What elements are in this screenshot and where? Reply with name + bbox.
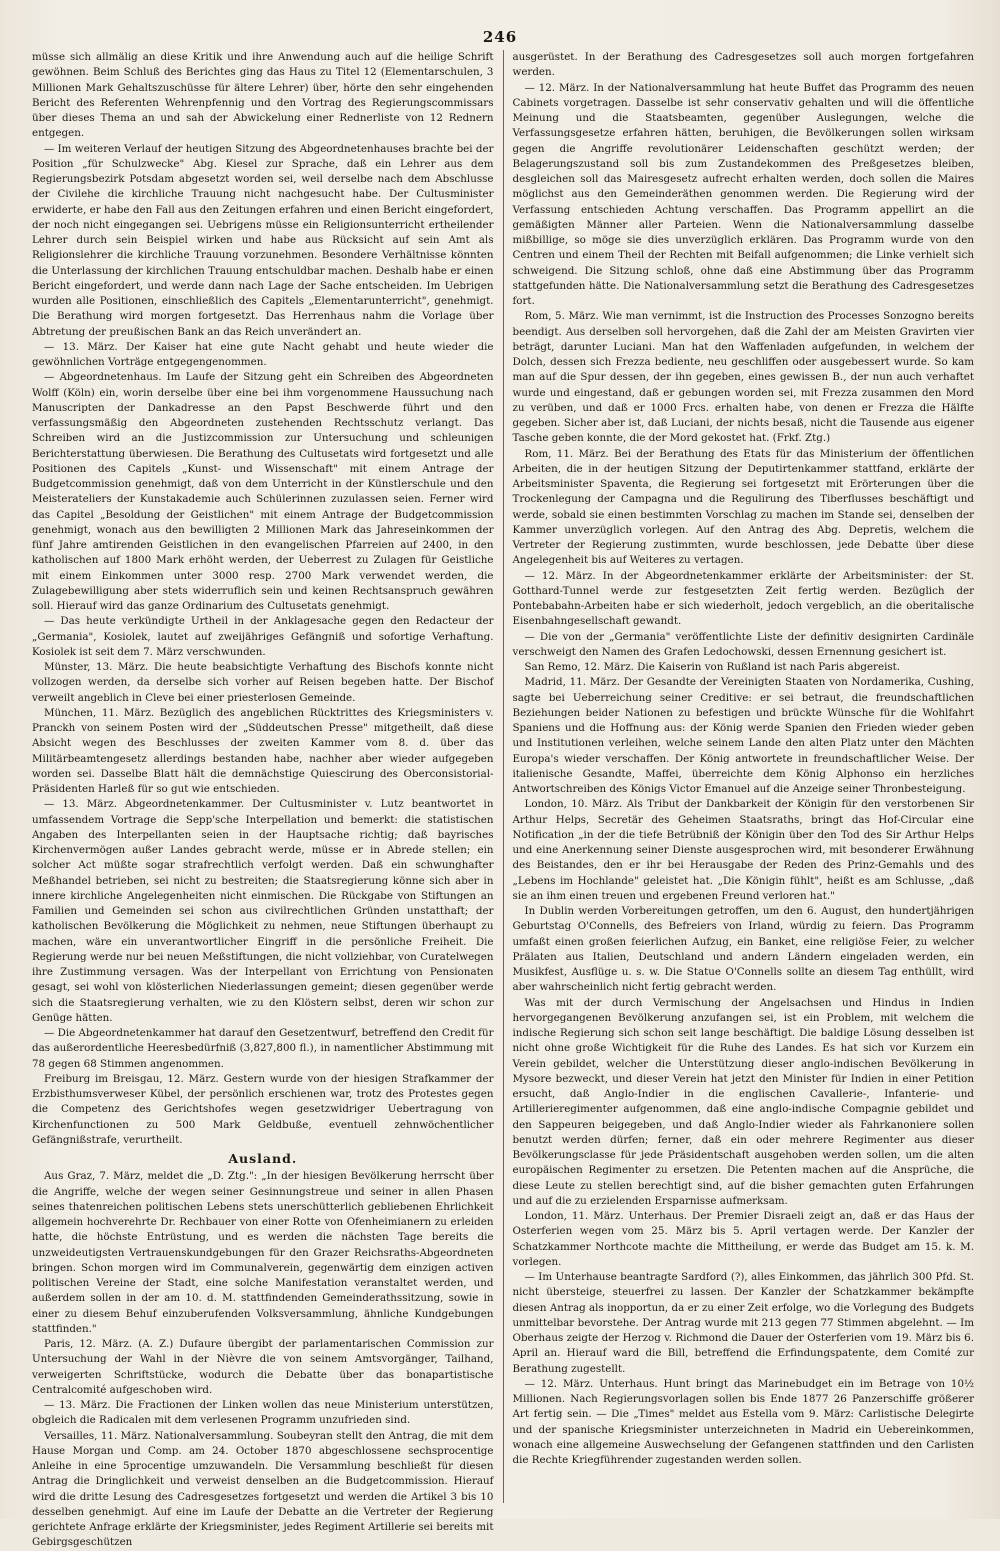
article-paragraph: — Die Abgeordnetenkammer hat darauf den Gesetzentwurf, betreffend den Credit für das außerordentliche Heeresbedürfniß (3,827,800 fl.), in namentlicher Abstimmung mit 78 gegen 68 Stimmen angenommen. <box>32 1027 494 1070</box>
article-paragraph: In Dublin werden Vorbereitungen getroffen, um den 6. August, den hundertjährigen Geburtstag O'Connells, des Befreiers von Irland, würdig zu feiern. Das Programm umfaßt einen großen feierlichen Aufzug, ein Banket, eine religiöse Feier, zu welcher Prälaten aus Italien, Deutschland und andern Ländern eingeladen werden, ein Musikfest, Ausflüge u. s. w. Die Statue O'Connells sollte an diesem Tag enthüllt, wird aber wahrscheinlich nicht fertig gebracht werden. <box>512 905 974 994</box>
article-paragraph: Paris, 12. März. (A. Z.) Dufaure übergibt der parlamentarischen Commission zur Untersuchung der Wahl in der Nièvre die von seinem Amtsvorgänger, Tailhand, verweigerten Schriftstücke, wodurch die Debatte über das bonapartistische Centralcomité aufgeschoben wird. <box>32 1338 494 1396</box>
article-paragraph: — 12. März. Unterhaus. Hunt bringt das Marinebudget ein im Betrage von 10½ Millionen. Nach Regierungsvorlagen sollen bis Ende 1877 26 Panzerschiffe größerer Art fertig sein. — Die „Times" meldet aus Estella vom 9. März: Carlistische Delegirte und der spanische Kriegsminister unterzeichneten in Madrid ein Uebereinkommen, wonach eine allgemeine Auswechselung der Gefangenen stattfinden und den Carlisten die Rechte Kriegführender zugestanden werden sollen. <box>512 1377 974 1466</box>
section-heading-abroad: Ausland. <box>228 1151 298 1166</box>
article-paragraph: — Die von der „Germania" veröffentlichte Liste der definitiv designirten Cardinäle verschweigt den Namen des Grafen Ledochowski, dessen Ernennung gesichert ist. <box>512 630 974 658</box>
article-paragraph: — Im weiteren Verlauf der heutigen Sitzung des Abgeordnetenhauses brachte bei der Position „für Schulzwecke" Abg. Kiesel zur Sprache, daß ein Lehrer aus dem Regierungsbezirk Potsdam abgesetzt worden sei, weil derselbe nach dem Abschlusse der Civilehe die kirchliche Trauung nicht nachgesucht habe. Der Cultusminister erwiderte, er habe den Fall aus den Zeitungen erfahren und einen Bericht eingefordert, der noch nicht eingegangen sei. Uebrigens müsse ein Religionsunterricht ertheilender Lehrer durch sein Beispiel wirken und habe aus Rücksicht auf sein Amt als Religionslehrer die kirchliche Trauung vorzunehmen. Besondere Verhältnisse könnten die Unterlassung der kirchlichen Trauung entschuldbar machen. Deshalb habe er einen Bericht eingefordert, und werde dann nach Lage der Sache entscheiden. Im Uebrigen wurden alle Positionen, einschließlich des Capitels „Elementarunterricht", genehmigt. Die Berathung wird morgen fortgesetzt. Das Herrenhaus nahm die Vorlage über Abtretung der preußischen Bank an das Reich unverändert an. <box>32 142 494 338</box>
right-column <box>513 50 975 1503</box>
article-paragraph: Freiburg im Breisgau, 12. März. Gestern wurde von der hiesigen Strafkammer der Erzbisthumsverweser Kübel, der persönlich erschienen war, trotz des Protestes gegen die Competenz des Gerichtshofes wegen gesetzwidriger Uebertragung von Kirchenfunctionen zu 500 Mark Geldbuße, eventuell zehnwöchentlicher Gefängnißstrafe, verurtheilt. <box>32 1072 494 1146</box>
article-paragraph: London, 10. März. Als Tribut der Dankbarkeit der Königin für den verstorbenen Sir Arthur Helps, Secretär des Geheimen Staatsraths, bringt das Hof-Circular eine Notification „in der die tiefe Betrübniß der Königin über den Tod des Sir Arthur Helps und eine Anerkennung seiner Dienste ausgesprochen wird, mit besonderer Erwähnung des Beistandes, den er ihr bei Herausgabe der Reden des Prinz-Gemahls und des „Lebens im Hochlande" geleistet hat. „Die Königin fühlt", heißt es am Schlusse, „daß sie an ihm einen treuen und ergebenen Freund verloren hat." <box>512 798 974 902</box>
article-columns <box>32 50 974 1549</box>
article-paragraph: — 13. März. Abgeordnetenkammer. Der Cultusminister v. Lutz beantwortet in umfassendem Vortrage die Sepp'sche Interpellation und bemerkt: die statistischen Angaben des Interpellanten seien in der Hauptsache richtig; daß bayrisches Kirchenvermögen außer Landes gebracht werde, müsse er in Abrede stellen; ein solcher Act müßte sogar strafrechtlich verfolgt werden. Daß ein schwunghafter Meßhandel betrieben, sei nicht zu bestreiten; die Staatsregierung könne sich aber in innere kirchliche Angelegenheiten nicht einmischen. Die Rückgabe von Stiftungen an Familien und Gemeinden sei schon aus civilrechtlichen Gründen unstatthaft; der katholischen Bevölkerung die Möglichkeit zu nehmen, neue Stiftungen überhaupt zu machen, wäre ein unverantwortlicher Eingriff in die persönliche Freiheit. Die Regierung werde nur bei neuen Meßstiftungen, die nicht vollziehbar, von Curatelwegen ihre Zustimmung versagen. Was der Interpellant von Errichtung von Pensionaten gesagt, sei wohl von klösterlichen Niederlassungen gemeint; diesen gegenüber werde sich die Staatsregierung verhalten, wie zu den Klöstern selbst, deren wir schon zur Genüge hätten. <box>32 798 494 1024</box>
article-paragraph: Was mit der durch Vermischung der Angelsachsen und Hindus in Indien hervorgegangenen Bevölkerung anzufangen sei, ist ein Problem, mit welchem die indische Regierung sich schon seit lange beschäftigt. Die baldige Lösung desselben ist nicht ohne große Wichtigkeit für die Ruhe des Landes. Es hat sich vor Kurzem ein Verein gebildet, welcher die Unterstützung dieser anglo-indischen Bevölkerung in Mysore bezweckt, und dieser Verein hat jetzt den Minister für Indien in einer Petition ersucht, daß Anglo-Indier in die englischen Cavallerie-, Infanterie- und Artillerieregimenter aufgenommen, daß eine anglo-indische Compagnie gebildet und den Sappeuren beigegeben, und daß Anglo-Indier wieder als Fahrkanoniere sollen benutzt werden dürfen; ferner, daß ein oder mehrere Regimenter aus dieser Bevölkerungsclasse für jede Präsidentschaft ausgehoben werden sollen, um die alten europäischen Regimenter zu ersetzen. Die Petenten machen auf die Ansprüche, die diese Leute zu stellen berechtigt sind, auf die bisher gemachten guten Erfahrungen und auf die zu erzielenden Ersparnisse aufmerksam. <box>512 996 974 1207</box>
article-paragraph: London, 11. März. Unterhaus. Der Premier Disraeli zeigt an, daß er das Haus der Osterferien wegen vom 25. März bis 5. April vertagen werde. Der Kanzler der Schatzkammer Northcote machte die Mittheilung, er werde das Budget am 15. k. M. vorlegen. <box>512 1210 974 1268</box>
article-paragraph: Madrid, 11. März. Der Gesandte der Vereinigten Staaten von Nordamerika, Cushing, sagte bei Ueberreichung seiner Creditive: er sei betraut, die freundschaftlichen Beziehungen beider Nationen zu befestigen und brückte Wünsche für die Wohlfahrt Spaniens und die Hoffnung aus: der König werde Spanien den Frieden wieder geben und Institutionen verleihen, welche seinem Lande den alten Platz unter den Mächten Europa's wieder verschaffen. Der König antwortete in freundschaftlicher Weise. Der italienische Gesandte, Maffei, überreichte dem König Alphonso ein herzliches Antwortschreiben des Königs Victor Emanuel auf die Anzeige seiner Thronbesteigung. <box>512 676 974 795</box>
article-paragraph: — Das heute verkündigte Urtheil in der Anklagesache gegen den Redacteur der „Germania", Kosiolek, lautet auf zweijähriges Gefängniß und sofortige Verhaftung. Kosiolek ist seit dem 7. März verschwunden. <box>32 615 494 658</box>
article-paragraph: Münster, 13. März. Die heute beabsichtigte Verhaftung des Bischofs konnte nicht vollzogen werden, da derselbe sich vorher auf Reisen begeben hatte. Der Bischof verweilt angeblich in Cleve bei einer priesterlosen Gemeinde. <box>32 661 494 704</box>
article-paragraph: müsse sich allmälig an diese Kritik und ihre Anwendung auch auf die heilige Schrift gewöhnen. Beim Schluß des Berichtes ging das Haus zu Titel 12 (Elementarschulen, 3 Millionen Mark Gehaltszuschüsse für ältere Lehrer) über, hörte den sehr eingehenden Bericht des Referenten Wehrenpfennig und den Vortrag des Regierungscommissars über dieses Thema an und sah der Abwickelung einer Rednerliste von 12 Rednern entgegen. <box>32 51 494 140</box>
article-paragraph: — 12. März. In der Nationalversammlung hat heute Buffet das Programm des neuen Cabinets vorgetragen. Dasselbe ist sehr conservativ gehalten und will die öffentliche Meinung und die Staatsbeamten, gegenüber Auslegungen, welche die Verfassungsgesetze erfahren hätten, beruhigen, die Bevölkerungen sollen wirksam gegen die Angriffe revolutionärer Leidenschaften geschützt werden; der Belagerungszustand soll bis zum Zustandekommen des Preßgesetzes bleiben, desgleichen soll das Mairesgesetz aufrecht erhalten werden, doch sollen die Maires möglichst aus den Gemeinderäthen genommen werden. Die Regierung wird der Verfassung entschieden Achtung verschaffen. Das Programm appellirt an die gemäßigten Männer aller Parteien. Wenn die Nationalversammlung dasselbe mißbillige, so möge sie dies unverzüglich erklären. Das Programm wurde von den Centren und einem Theil der Rechten mit Beifall aufgenommen; die Linke verhielt sich schweigend. Die Sitzung schloß, ohne daß eine Abstimmung über das Programm stattgefunden hätte. Die Nationalversammlung setzt die Berathung des Cadresgesetzes fort. <box>512 81 974 307</box>
article-paragraph: Rom, 5. März. Wie man vernimmt, ist die Instruction des Processes Sonzogno bereits beendigt. Aus derselben soll hervorgehen, daß die Zahl der am Meisten Gravirten vier beträgt, darunter Luciani. Man hat den Waffenladen aufgefunden, in welchem der Dolch, dessen sich Frezza bediente, neu geschliffen oder ausgebessert wurde. So kam man auf die Spur dessen, der ihn gegeben, eines gewissen B., der nun auch verhaftet wurde und eingestand, daß er gebungen worden sei, mit Frezza zusammen den Mord zu verüben, und daß er 1000 Frcs. erhalten habe, von denen er Frezza die Hälfte gegeben. Sicher aber ist, daß Luciani, der nichts besaß, nicht die Tausende aus eigener Tasche geben konnte, die der Mord gekostet hat. (Frkf. Ztg.) <box>512 310 974 445</box>
article-paragraph: München, 11. März. Bezüglich des angeblichen Rücktrittes des Kriegsministers v. Pranckh von seinem Posten wird der „Süddeutschen Presse" mitgetheilt, daß diese Absicht wegen des Beschlusses der zweiten Kammer vom 8. d. über das Militärbeamtengesetz allerdings bestanden habe, nachher aber wieder aufgegeben worden sei. Dasselbe Blatt hält die demnächstige Quiescirung des Oberconsistorial-Präsidenten Harleß für so gut wie entschieden. <box>32 706 494 795</box>
article-paragraph: — Im Unterhause beantragte Sardford (?), alles Einkommen, das jährlich 300 Pfd. St. nicht übersteige, steuerfrei zu lassen. Der Kanzler der Schatzkammer bekämpfte diesen Antrag als inopportun, da er zu einer Zeit erfolge, wo die Vorlegung des Budgets unmittelbar bevorstehe. Der Antrag wurde mit 213 gegen 77 Stimmen abgelehnt. — Im Oberhaus zeigte der Herzog v. Richmond die Dauer der Osterferien vom 19. März bis 6. April an. Hierauf ward die Bill, betreffend die Erfindungspatente, dem Comité zur Berathung zugestellt. <box>512 1271 974 1375</box>
left-column <box>32 50 494 1549</box>
article-paragraph: — 13. März. Der Kaiser hat eine gute Nacht gehabt und heute wieder die gewöhnlichen Vorträge entgegengenommen. <box>32 340 494 368</box>
article-paragraph: Versailles, 11. März. Nationalversammlung. Soubeyran stellt den Antrag, die mit dem Hause Morgan und Comp. am 24. October 1870 abgeschlossene sechsprocentige Anleihe in eine 5procentige umzuwandeln. Die Versammlung beschließt für diesen Antrag die Dringlichkeit und verweist denselben an die Budgetcommission. Hierauf wird die dritte Lesung des Cadresgesetzes fortgesetzt und werden die Artikel 3 bis 10 desselben genehmigt. Auf eine im Laufe der Debatte an die Vertreter der Regierung gerichtete Anfrage erklärte der Kriegsminister, jedes Regiment Artillerie sei bereits mit Gebirgsgeschützen <box>32 1429 494 1549</box>
article-paragraph: San Remo, 12. März. Die Kaiserin von Rußland ist nach Paris abgereist. <box>524 661 901 673</box>
article-paragraph: ausgerüstet. In der Berathung des Cadresgesetzes soll auch morgen fortgefahren werden. <box>512 51 974 79</box>
column-divider <box>503 50 504 1503</box>
article-paragraph: — 12. März. In der Abgeordnetenkammer erklärte der Arbeitsminister: der St. Gotthard-Tunnel werde zur festgesetzten Zeit fertig werden. Bezüglich der Pontebabahn-Arbeiten habe er sich wiederholt, jedoch vergeblich, an die oberitalische Eisenbahngesellschaft gewandt. <box>512 569 974 628</box>
page-number: 246 <box>482 28 518 46</box>
article-paragraph: — 13. März. Die Fractionen der Linken wollen das neue Ministerium unterstützen, obgleich die Radicalen mit dem verlesenen Programm unzufrieden sind. <box>32 1399 494 1427</box>
article-paragraph: Rom, 11. März. Bei der Berathung des Etats für das Ministerium der öffentlichen Arbeiten, die in der heutigen Sitzung der Deputirtenkammer stattfand, erklärte der Arbeitsminister Spaventa, die Regierung sei fortgesetzt mit Erörterungen über die Trockenlegung der Campagna und die Regulirung des Tiberflusses beschäftigt und werde, sobald sie einen bestimmten Vorschlag zu machen im Stande sei, denselben der Kammer unverzüglich vorlegen. Auf den Antrag des Abg. Depretis, welchem die Vertreter der Regierung zustimmten, wurde beschlossen, jede Debatte über diese Angelegenheit bis auf Weiteres zu vertagen. <box>512 447 974 567</box>
article-paragraph: — Abgeordnetenhaus. Im Laufe der Sitzung geht ein Schreiben des Abgeordneten Wolff (Köln) ein, worin derselbe über eine bei ihm vorgenommene Haussuchung nach Manuscripten der Dankadresse an den Papst Beschwerde führt und den verfassungsmäßig den Abgeordneten zustehenden Rechtsschutz verlangt. Das Schreiben wird an die Justizcommission zur Untersuchung und schleunigen Berichterstattung überwiesen. Die Berathung des Cultusetats wird fortgesetzt und alle Positionen des Capitels „Kunst- und Wissenschaft" mit einem Antrage der Budgetcommission genehmigt, daß von dem Unterricht in der Künstlerschule und den Meisterateliers der Kunstakademie auch Schülerinnen zuzulassen seien. Ferner wird das Capitel „Besoldung der Geistlichen" mit einem Antrage der Budgetcommission genehmigt, wonach aus den bewilligten 2 Millionen Mark das Jahreseinkommen der fünf Jahre amtirenden Geistlichen in den evangelischen Pfarreien auf 2400, in den katholischen auf 1800 Mark erhöht werden, der Ueberrest zu Zulagen für Geistliche mit einem Einkommen unter 3000 resp. 2700 Mark verwendet werden, die Zulagebewilligung aber stets widerruflich sein und keinen Rechtsanspruch gewähren soll. Hierauf wird das ganze Ordinarium des Cultusetats genehmigt. <box>32 371 494 612</box>
article-paragraph: Aus Graz, 7. März, meldet die „D. Ztg.": „In der hiesigen Bevölkerung herrscht über die Angriffe, welche der wegen seiner Gesinnungstreue und seiner in allen Phasen seines thatenreichen politischen Lebens stets unerschütterlich gebliebenen Ehrlichkeit allgemein hochverehrte Dr. Rechbauer von einer Rotte von Ofenheimianern zu erleiden hatte, die höchste Entrüstung, und es werden die nächsten Tage bereits die unzweideutigsten Vertrauenskundgebungen für den Grazer Reichsraths-Abgeordneten bringen. Schon morgen wird im Communalverein, gegenwärtig dem einzigen activen politischen Vereine der Stadt, eine solche Manifestation veranstaltet werden, und außerdem sollen in der am 10. d. M. stattfindenden Gemeinderathssitzung, sowie in einer zu diesem Behuf einzuberufenden Volksversammlung, ähnliche Kundgebungen stattfinden." <box>32 1170 494 1335</box>
